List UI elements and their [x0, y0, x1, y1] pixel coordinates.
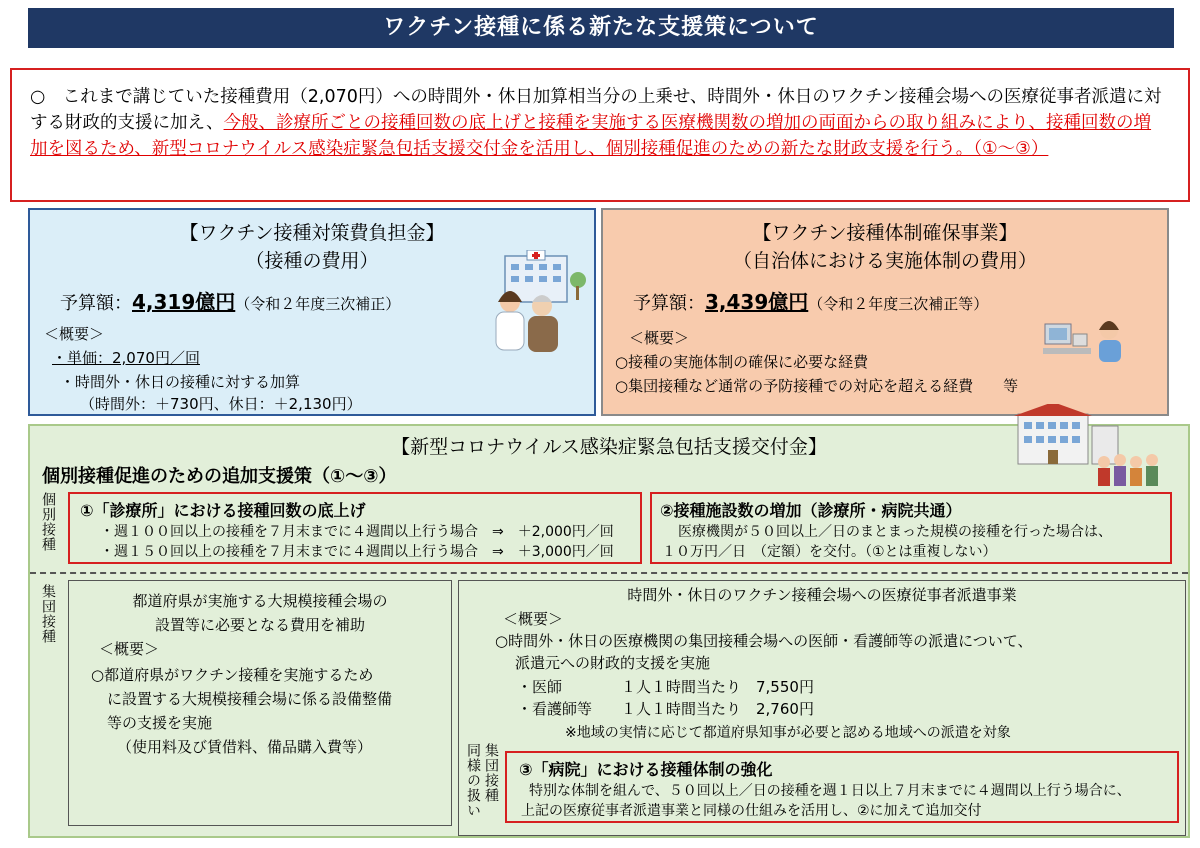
intro-box: [10, 68, 1190, 202]
right-overview-label: ＜概要＞: [629, 329, 690, 347]
hospital-doctor-illustration: [480, 250, 590, 355]
budget-value: 4,319億円: [132, 290, 236, 314]
budget-note: （令和２年度三次補正等）: [808, 295, 989, 313]
intro-highlight: 今般、診療所ごとの接種回数の底上げと接種を実施する医療機関数の増加の両面からの取り組みにより、接種回数の増加を図るため、新型コロナウイルス感染症緊急包括支援交付金を活用し、個別接種促進のための新たな財政支援を行う。（①～③）: [30, 113, 1152, 159]
green-box-title: 【新型コロナウイルス感染症緊急包括支援交付金】: [391, 436, 827, 458]
hospital-strengthen-box: [505, 751, 1179, 823]
left-overview-label: ＜概要＞: [44, 325, 105, 343]
left-item-surcharge-detail: （時間外：＋730円、休日：＋2,130円）: [80, 395, 362, 413]
side-label-group-2: 集団接種: [483, 743, 499, 803]
box2-line2: １０万円／日 （定額）を交付。（①とは重複しない）: [662, 544, 997, 560]
left-item-surcharge: ・時間外・休日の接種に対する加算: [60, 373, 301, 391]
pref-line5: 等の支援を実施: [107, 714, 213, 732]
intro-bullet: ○: [30, 87, 46, 107]
pref-line6: （使用料及び賃借料、備品購入費等）: [117, 738, 373, 756]
right-box-subtitle: （自治体における実施体制の費用）: [732, 250, 1037, 272]
pref-line3: ○都道府県がワクチン接種を実施するため: [91, 666, 374, 684]
vaccination-system-box: [601, 208, 1169, 416]
vaccination-cost-box: [28, 208, 596, 416]
right-item-extra: ○集団接種など通常の予防接種での対応を超える経費 等: [615, 377, 1019, 395]
staff-dispatch-box: [458, 580, 1186, 836]
dispatch-nurse-label: ・看護師等: [517, 700, 593, 718]
clinic-queue-illustration: [1012, 404, 1168, 494]
right-box-title: 【ワクチン接種体制確保事業】: [752, 222, 1018, 244]
emergency-grant-box: [28, 424, 1190, 838]
left-item-unit-price: ・単価：2,070円／回: [52, 349, 200, 367]
green-box-subtitle: 個別接種促進のための追加支援策（①～③）: [42, 466, 397, 487]
intro-text: これまで講じていた接種費用（2,070円）への時間外・休日加算相当分の上乗せ、時間外・休日のワクチン接種会場への医療従事者派遣に対する財政的支援に加え、: [30, 87, 1162, 133]
box3-line1: 特別な体制を組んで、５０回以上／日の接種を週１日以上７月末までに４週間以上行う場合に、: [529, 783, 1131, 799]
left-box-title: 【ワクチン接種対策費負担金】: [179, 222, 445, 244]
dispatch-doctor-label: ・医師: [517, 678, 563, 696]
box1-title: ①「診療所」における接種回数の底上げ: [80, 501, 366, 520]
side-label-same-treatment: 同様の扱い: [465, 743, 481, 818]
dispatch-note: ※地域の実情に応じて都道府県知事が必要と認める地域への派遣を対象: [565, 725, 1011, 741]
section-divider: [30, 572, 1188, 574]
dispatch-line1: ○時間外・休日の医療機関の集団接種会場への医師・看護師等の派遣について、: [495, 632, 1033, 650]
side-label-individual: 個別接種: [40, 492, 56, 552]
clinic-boost-box: [68, 492, 642, 564]
side-label-group: 集団接種: [40, 584, 56, 644]
dispatch-line2: 派遣元への財政的支援を実施: [515, 654, 711, 672]
right-budget: [633, 286, 988, 315]
budget-note: （令和２年度三次補正）: [235, 295, 401, 313]
pref-line4: に設置する大規模接種会場に係る設備整備: [107, 690, 393, 708]
pref-overview: ＜概要＞: [99, 640, 160, 658]
budget-value: 3,439億円: [705, 290, 809, 314]
dispatch-nurse-value: １人１時間当たり 2,760円: [621, 700, 814, 718]
box2-line1: 医療機関が５０回以上／日のまとまった規模の接種を行った場合は、: [678, 524, 1112, 540]
box3-line2: 上記の医療従事者派遣事業と同様の仕組みを活用し、②に加えて追加交付: [521, 803, 982, 819]
dispatch-overview: ＜概要＞: [503, 610, 564, 628]
pref-line1: 都道府県が実施する大規模接種会場の: [132, 592, 388, 610]
dispatch-doctor-value: １人１時間当たり 7,550円: [621, 678, 814, 696]
budget-label: 予算額：: [633, 293, 705, 314]
facility-increase-box: [650, 492, 1172, 564]
pref-line2: 設置等に必要となる費用を補助: [154, 616, 365, 634]
budget-label: 予算額：: [60, 293, 132, 314]
box1-line2: ・週１５０回以上の接種を７月末までに４週間以上行う場合 ⇒ ＋3,000円／回: [100, 544, 614, 560]
box3-title: ③「病院」における接種体制の強化: [519, 760, 773, 779]
right-item-system: ○接種の実施体制の確保に必要な経費: [615, 353, 869, 371]
prefecture-venue-box: [68, 580, 452, 826]
box1-line1: ・週１００回以上の接種を７月末までに４週間以上行う場合 ⇒ ＋2,000円／回: [100, 524, 614, 540]
page-title: ワクチン接種に係る新たな支援策について: [28, 8, 1174, 48]
office-worker-illustration: [1043, 316, 1133, 368]
box2-title: ②接種施設数の増加（診療所・病院共通）: [660, 501, 962, 520]
left-budget: [60, 286, 400, 315]
left-box-subtitle: （接種の費用）: [245, 250, 379, 272]
dispatch-title: 時間外・休日のワクチン接種会場への医療従事者派遣事業: [627, 586, 1017, 604]
